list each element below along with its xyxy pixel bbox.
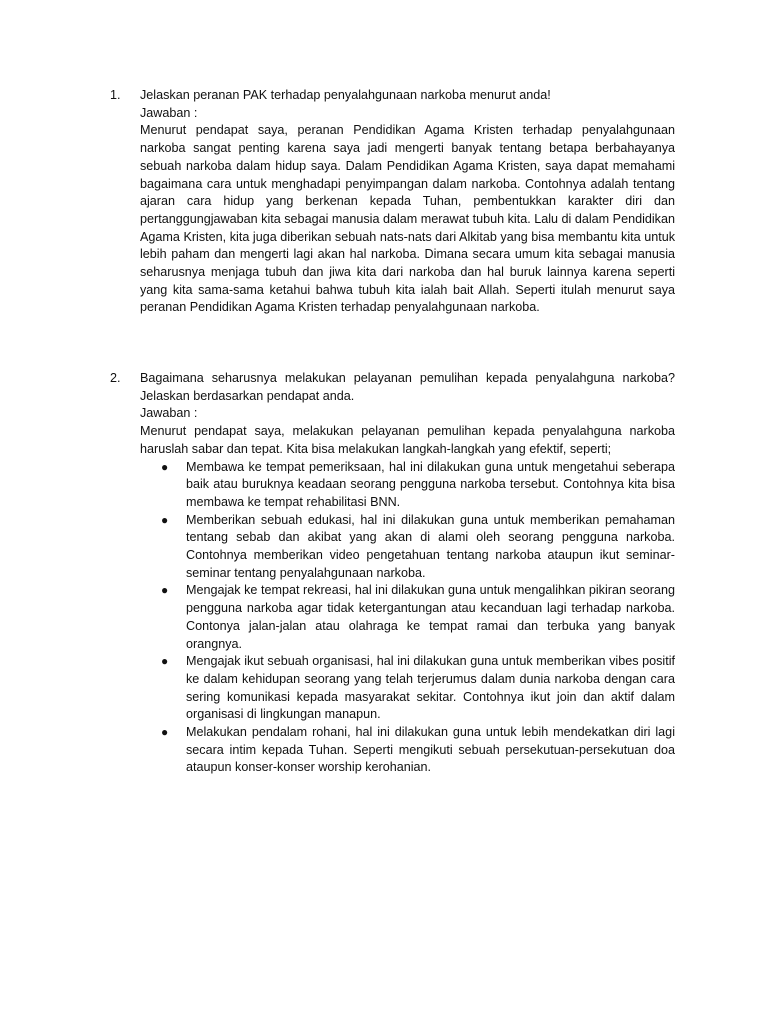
question-1: [110, 87, 680, 317]
bullet-icon: ●: [161, 512, 169, 527]
list-item-text: Melakukan pendalam rohani, hal ini dilakukan guna untuk lebih mendekatkan diri lagi secara intim kepada Tuhan. Seperti mengikuti sebuah persekutuan-persekutuan doa ataupun konser-konser worship kerohanian.: [186, 725, 675, 775]
bullet-icon: ●: [161, 725, 169, 740]
answer-label: Jawaban :: [140, 105, 198, 120]
list-item: [140, 512, 675, 583]
bullet-icon: ●: [161, 459, 169, 474]
answer-label: Jawaban :: [140, 406, 198, 421]
list-item: [140, 582, 675, 653]
answer-paragraph: Menurut pendapat saya, peranan Pendidikan Agama Kristen terhadap penyalahgunaan narkoba sangat penting karena saya jadi mengerti banyak tentang betapa berbahayanya sebuah narkoba dalam hidup saya. Dalam Pendidikan Agama Kristen, saya dapat memahami bagaimana cara untuk menghadapi penyimpangan dalam narkoba. Contohnya adalah tentang ajaran cara hidup yang berkenan kepada Tuhan, pembentukkan karakter diri dan pertanggungjawaban kita sebagai manusia dalam merawat tubuh kita. Lalu di dalam Pendidikan Agama Kristen, kita juga diberikan sebuah nats-nats dari Alkitab yang bisa membantu kita untuk lebih paham dan mengerti lagi akan hal narkoba. Dimana secara umum kita sebagai manusia seharusnya menjaga tubuh dan jiwa kita dari narkoba dan hal buruk lainnya karena seperti yang kita sama-sama ketahui bahwa tubuh kita ialah bait Allah. Seperti itulah menurut saya peranan Pendidikan Agama Kristen terhadap penyalahgunaan narkoba.: [140, 123, 675, 315]
list-item: [140, 459, 675, 512]
question-text: Bagaimana seharusnya melakukan pelayanan pemulihan kepada penyalahguna narkoba? Jelaskan berdasarkan pendapat anda.: [140, 371, 675, 403]
list-item-text: Mengajak ikut sebuah organisasi, hal ini dilakukan guna untuk memberikan vibes positif ke dalam kehidupan seorang yang telah terjerumus dalam dunia narkoba dengan cara sering komunikasi kepada masyarakat sekitar. Contohnya ikut join dan aktif dalam organisasi di lingkungan manapun.: [186, 654, 675, 722]
bullet-icon: ●: [161, 583, 169, 598]
question-text: Jelaskan peranan PAK terhadap penyalahgunaan narkoba menurut anda!: [140, 88, 551, 102]
list-item: [140, 724, 675, 777]
question-number: 1.: [110, 88, 121, 102]
list-item: [140, 653, 675, 724]
question-number: 2.: [110, 371, 121, 385]
list-item-text: Memberikan sebuah edukasi, hal ini dilakukan guna untuk memberikan pemahaman tentang sebab dan akibat yang akan di alami oleh seorang pengguna narkoba. Contohnya memberikan video pengetahuan tentang narkoba ataupun ikut seminar-seminar tentang penyalahgunaan narkoba.: [186, 512, 675, 580]
answer-bullet-list: [140, 459, 675, 778]
list-item-text: Membawa ke tempat pemeriksaan, hal ini dilakukan guna untuk mengetahui seberapa baik atau buruknya keadaan seorang pengguna narkoba tersebut. Contohnya kita bisa membawa ke tempat rehabilitasi BNN.: [186, 459, 675, 509]
list-item-text: Mengajak ke tempat rekreasi, hal ini dilakukan guna untuk mengalihkan pikiran seorang pengguna narkoba agar tidak ketergantungan atau kecanduan lagi terhadap narkoba. Contonya jalan-jalan atau olahraga ke tempat ramai dan terbuka yang banyak orangnya.: [186, 583, 675, 651]
question-body: [140, 87, 675, 317]
question-body: [140, 370, 675, 777]
answer-paragraph: Menurut pendapat saya, melakukan pelayanan pemulihan kepada penyalahguna narkoba haruslah sabar dan tepat. Kita bisa melakukan langkah-langkah yang efektif, seperti;: [140, 424, 675, 456]
bullet-icon: ●: [161, 654, 169, 669]
question-2: [110, 370, 680, 777]
